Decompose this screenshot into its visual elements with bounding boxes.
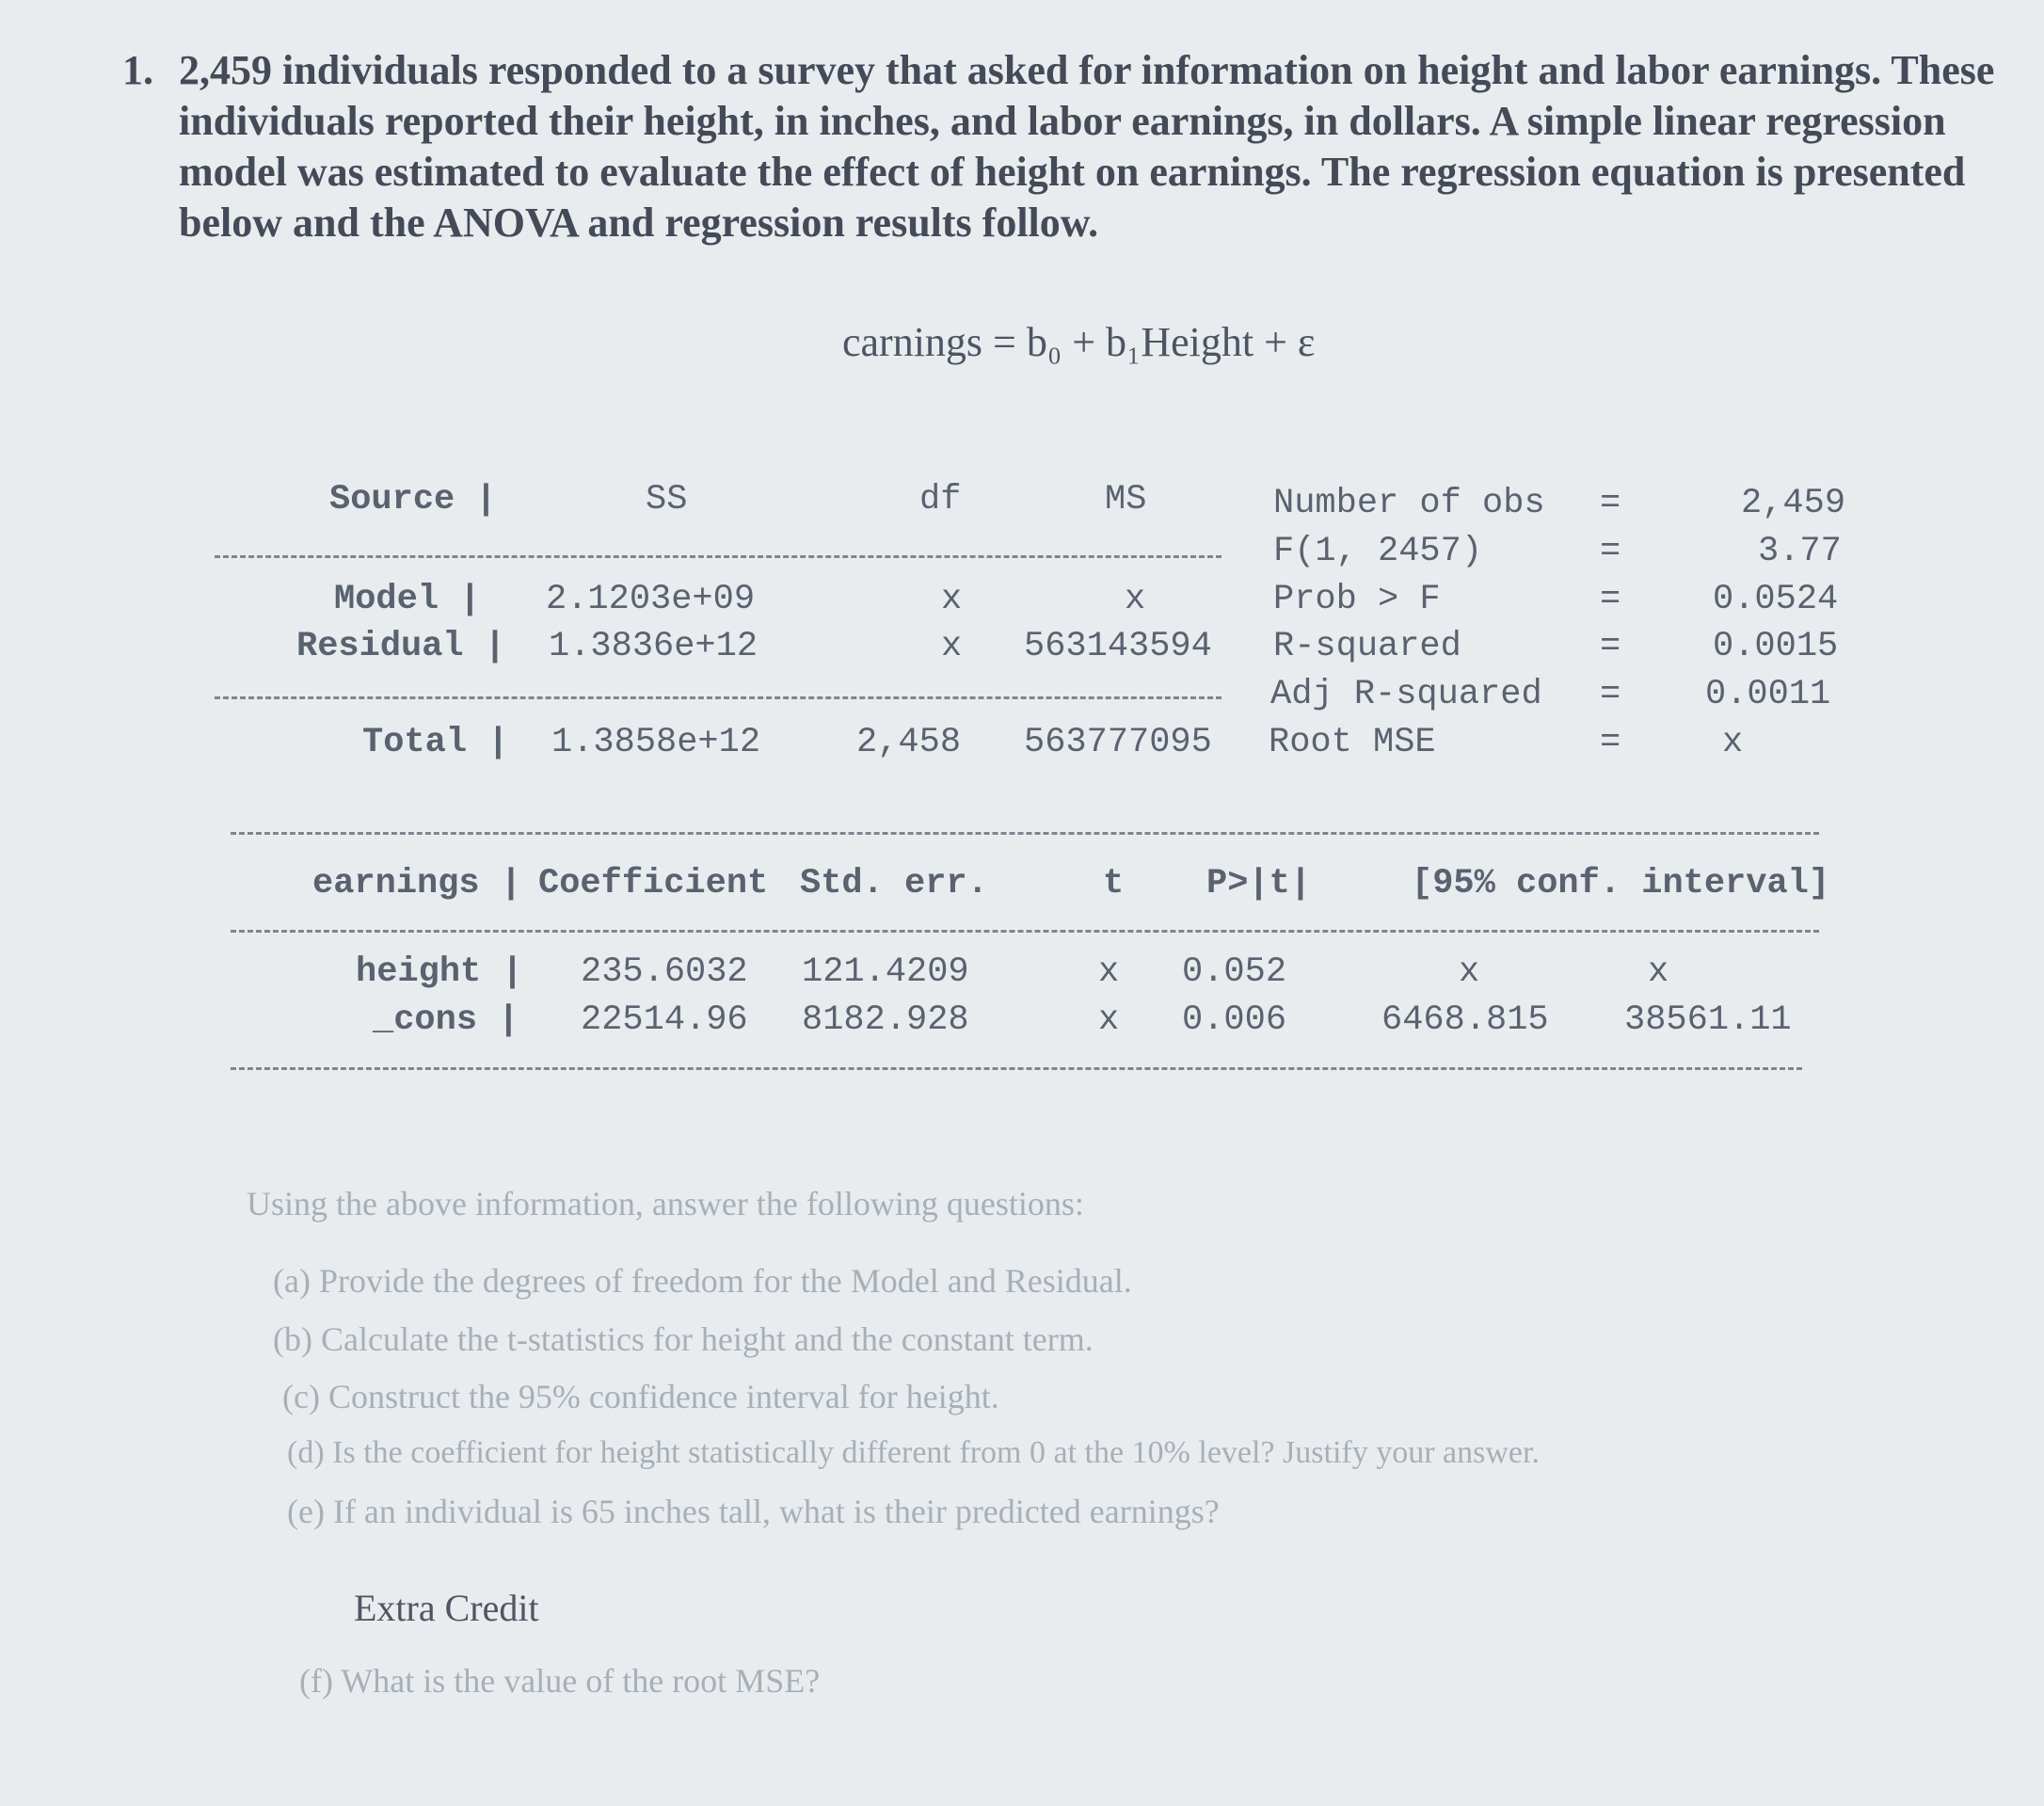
extra-credit-title: Extra Credit: [354, 1587, 539, 1629]
stat-value-f: 3.77: [1758, 532, 1842, 571]
stat-eq-rootmse: =: [1600, 723, 1621, 762]
reg-row-height-var: height |: [356, 952, 523, 992]
stat-value-adjrsq: 0.0011: [1705, 675, 1831, 714]
anova-header-source: Source |: [329, 480, 497, 519]
stat-eq-probf: =: [1600, 580, 1621, 619]
anova-row-residual-ss: 1.3836e+12: [549, 627, 759, 666]
stat-eq-nobs: =: [1600, 484, 1621, 523]
stat-value-rootmse: x: [1722, 723, 1744, 762]
stat-eq-adjrsq: =: [1600, 675, 1621, 714]
reg-row-cons-ci-lower: 6468.815: [1381, 1000, 1549, 1040]
reg-header-t: t: [1103, 864, 1125, 903]
reg-row-cons-p: 0.006: [1182, 1000, 1287, 1040]
question-a: (a) Provide the degrees of freedom for the Model and Residual.: [273, 1262, 1132, 1300]
question-f: (f) What is the value of the root MSE?: [299, 1662, 821, 1700]
question-d: (d) Is the coefficient for height statistically different from 0 at the 10% level? Justify your answer.: [287, 1435, 1540, 1470]
stat-label-f: F(1, 2457): [1273, 532, 1483, 571]
reg-row-height-ci-upper: x: [1648, 952, 1669, 992]
anova-header-ss: SS: [646, 480, 688, 519]
problem-statement: [122, 45, 2023, 248]
reg-row-cons-ci-upper: 38561.11: [1624, 1000, 1792, 1040]
question-b: (b) Calculate the t-statistics for height and the constant term.: [273, 1320, 1094, 1358]
anova-row-total-df: 2,458: [856, 723, 962, 762]
anova-row-residual-df: x: [941, 627, 963, 666]
reg-row-cons-coef: 22514.96: [581, 1000, 748, 1040]
reg-header-p: P>|t|: [1206, 864, 1312, 903]
reg-row-cons-se: 8182.928: [802, 1000, 969, 1040]
anova-header-df: df: [919, 480, 962, 519]
reg-row-height-se: 121.4209: [802, 952, 969, 992]
reg-header-var: earnings |: [312, 864, 522, 903]
regression-equation: carnings = b₀ + b₁Height + ε: [842, 319, 1316, 365]
anova-row-total-ms: 563777095: [1024, 723, 1212, 762]
anova-row-model-ms: x: [1125, 580, 1146, 619]
anova-row-total-source: Total |: [362, 723, 509, 762]
anova-row-model-ss: 2.1203e+09: [546, 580, 756, 619]
reg-row-cons-var: _cons |: [373, 1000, 519, 1040]
anova-divider-bottom: [215, 696, 1222, 699]
questions-intro: Using the above information, answer the following questions:: [247, 1185, 1084, 1223]
stat-label-nobs: Number of obs: [1273, 484, 1545, 523]
stat-label-adjrsq: Adj R-squared: [1270, 675, 1542, 714]
reg-header-se: Std. err.: [800, 864, 988, 903]
anova-row-model-source: Model |: [334, 580, 481, 619]
reg-header-coef: Coefficient: [538, 864, 769, 903]
reg-row-height-p: 0.052: [1182, 952, 1287, 992]
stat-label-probf: Prob > F: [1273, 580, 1441, 619]
question-e: (e) If an individual is 65 inches tall, what is their predicted earnings?: [287, 1493, 1220, 1530]
problem-text: 2,459 individuals responded to a survey that asked for information on height and labor earnings. These individuals reported their height, in inches, and labor earnings, in dollars. A simple linear regression model was estimated to evaluate the effect of height on earnings. The regression equation is presented below and the ANOVA and regression results follow.: [179, 47, 1995, 246]
reg-row-height-coef: 235.6032: [581, 952, 748, 992]
reg-row-cons-t: x: [1098, 1000, 1120, 1040]
reg-row-height-t: x: [1098, 952, 1120, 992]
anova-row-residual-source: Residual |: [296, 627, 506, 666]
problem-number: 1.: [122, 47, 153, 93]
stat-value-nobs: 2,459: [1741, 484, 1846, 523]
regression-divider-middle: [231, 930, 1819, 933]
question-c: (c) Construct the 95% confidence interval for height.: [282, 1378, 999, 1415]
anova-row-residual-ms: 563143594: [1024, 627, 1212, 666]
stat-label-rootmse: Root MSE: [1269, 723, 1436, 762]
regression-divider-bottom: [231, 1067, 1802, 1070]
anova-header-ms: MS: [1105, 480, 1147, 519]
stat-label-rsq: R-squared: [1273, 627, 1461, 666]
stat-eq-f: =: [1600, 532, 1621, 571]
anova-divider-top: [215, 555, 1222, 558]
anova-row-total-ss: 1.3858e+12: [551, 723, 761, 762]
stat-eq-rsq: =: [1600, 627, 1621, 666]
reg-row-height-ci-lower: x: [1459, 952, 1480, 992]
stat-value-rsq: 0.0015: [1713, 627, 1839, 666]
stat-value-probf: 0.0524: [1713, 580, 1839, 619]
reg-header-ci: [95% conf. interval]: [1412, 864, 1830, 903]
regression-divider-top: [231, 832, 1819, 835]
anova-row-model-df: x: [941, 580, 963, 619]
